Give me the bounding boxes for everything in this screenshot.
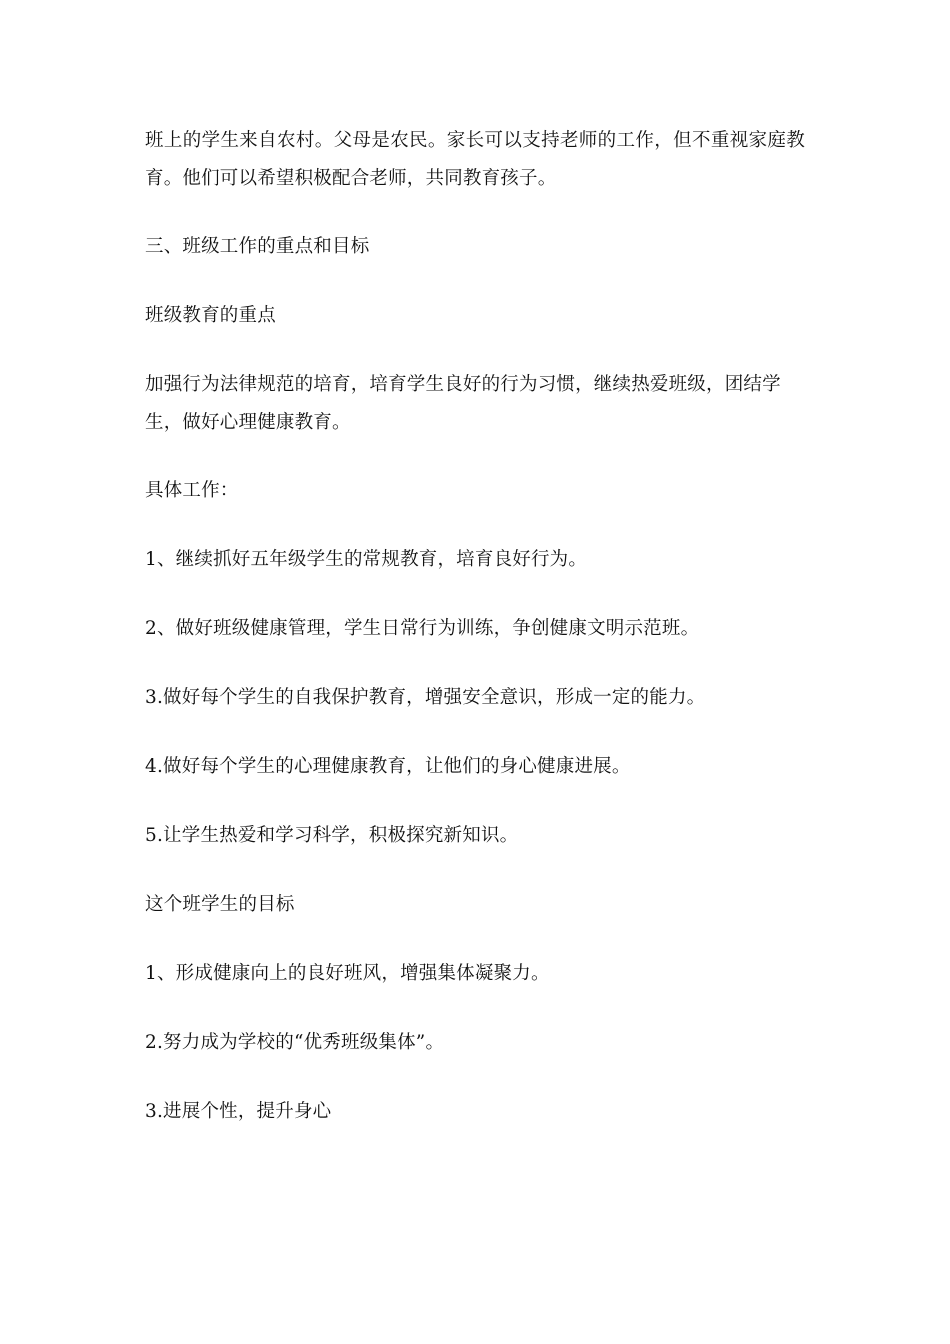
list-item-work-1: 1、继续抓好五年级学生的常规教育，培育良好行为。 [145,549,588,570]
list-item-work-4: 4.做好每个学生的心理健康教育，让他们的身心健康进展。 [145,756,631,777]
subheading-education-focus: 班级教育的重点 [145,305,276,326]
subheading-class-goals: 这个班学生的目标 [145,894,295,915]
subheading-specific-work: 具体工作： [145,480,239,501]
list-item-work-5: 5.让学生热爱和学习科学，积极探究新知识。 [145,825,519,846]
list-item-work-2: 2、做好班级健康管理，学生日常行为训练，争创健康文明示范班。 [145,618,700,639]
paragraph-family-background: 班上的学生来自农村。父母是农民。家长可以支持老师的工作，但不重视家庭教育。他们可以希望积极配合老师，共同教育孩子。 [145,130,805,189]
list-item-work-3: 3.做好每个学生的自我保护教育，增强安全意识，形成一定的能力。 [145,687,706,708]
document-body [145,122,805,1162]
list-item-goal-1: 1、形成健康向上的良好班风，增强集体凝聚力。 [145,963,550,984]
list-item-goal-3: 3.进展个性，提升身心 [145,1101,332,1122]
paragraph-education-focus: 加强行为法律规范的培育，培育学生良好的行为习惯，继续热爱班级，团结学生，做好心理健康教育。 [145,374,781,433]
section-heading-focus-goals: 三、班级工作的重点和目标 [145,236,370,257]
list-item-goal-2: 2.努力成为学校的“优秀班级集体”。 [145,1032,445,1053]
